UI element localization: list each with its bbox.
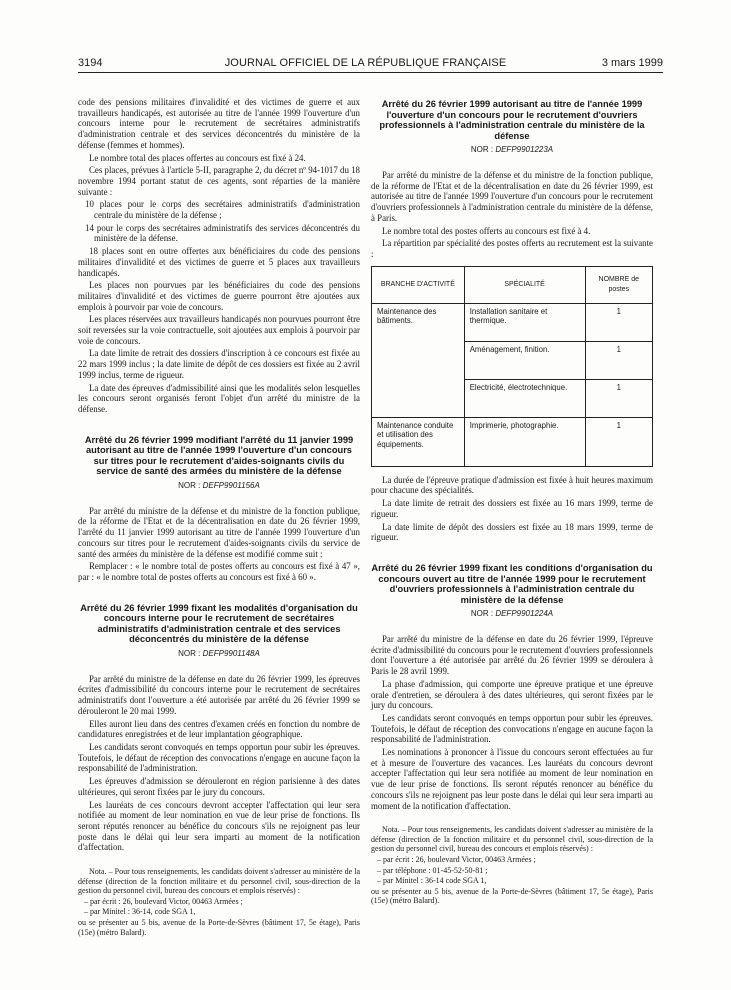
decree-title: Arrêté du 26 février 1999 fixant les modalités d'organisation du concours interne pour le recrutement de secrétaires administratifs d'administration centrale et des services déconcentrés du ministère de la défense (80, 602, 358, 645)
decree-title: Arrêté du 26 février 1999 fixant les conditions d'organisation du concours ouvert au titre de l'année 1999 pour le recrutement d'ouvriers professionnels à l'administration centrale du ministère de la défense (371, 562, 653, 605)
note-item: – par Minitel : 36-14, code SGA 1, (84, 907, 196, 917)
left-column (78, 97, 360, 938)
decree-title: Arrêté du 26 février 1999 modifiant l'arrêté du 11 janvier 1999 autorisant au titre de l'année 1999 l'ouverture d'un concours sur titres pour le recrutement d'aides-soignants civils du service de santé des armées du ministère de la défense (84, 434, 354, 477)
nor-label: NOR : (470, 609, 494, 619)
paragraph: Remplacer : « le nombre total de postes offerts au concours est fixé à 47 », par : « le nombre total de postes offerts au concours est fixé à 60 ». (78, 561, 360, 582)
paragraph: Le nombre total des postes offerts au concours est fixé à 4. (382, 225, 591, 236)
note-item: – par téléphone : 01-45-52-50-81 ; (377, 865, 488, 875)
paragraph: La répartition par spécialité des postes offerts au recrutement est la suivante : (371, 238, 653, 259)
paragraph: Les candidats seront convoqués en temps opportun pour subir les épreuves. Toutefois, le défaut de réception des convocations n'engage en aucune façon la responsabilité de l'administration. (371, 712, 653, 745)
paragraph: Ces places, prévues à l'article 5-II, paragraphe 2, du décret nº 94-1017 du 18 novembre 1994 portant statut de ces agents, sont réparties de la manière suivante : (78, 165, 360, 197)
nor-reference (371, 609, 653, 620)
paragraph: code des pensions militaires d'invalidité et des victimes de guerre et aux travailleurs handicapés, est autorisée au titre de l'année 1999 l'ouverture d'un concours interne pour le recrutement de secrétaires administratifs d'administration centrale et des services déconcentrés du ministère de la défense (femmes et hommes). (78, 97, 360, 150)
nor-code: DEFP9901156A (202, 481, 260, 491)
column-header: NOMBRE de postes (585, 266, 652, 303)
list-item: 10 places pour le corps des secrétaires administratifs d'administration centrale du ministère de la défense ; (85, 199, 360, 221)
nor-reference (371, 145, 653, 156)
paragraph: Elles auront lieu dans des centres d'examen créés en fonction du nombre de candidatures enregistrées et de leur implantation géographique. (78, 718, 360, 740)
paragraph: Les nominations à prononcer à l'issue du concours seront effectuées au fur et à mesure de l'ouverture des vacances. Les lauréats du concours devront accepter l'affectation qui leur sera notifiée au moment de leur nomination en vue de leur prise de fonctions. Ils seront réputés renoncer au bénéfice du concours s'ils ne rejoignent pas leur poste dans le délai qui leur sera imparti au moment de la notification d'affectation. (371, 747, 653, 811)
paragraph: La date limite de dépôt des dossiers est fixée au 18 mars 1999, terme de rigueur. (371, 521, 653, 543)
nor-code: DEFP9901148A (202, 649, 260, 659)
journal-title: JOURNAL OFFICIEL DE LA RÉPUBLIQUE FRANÇAISE (224, 57, 507, 69)
nor-reference (78, 481, 360, 492)
paragraph: La date limite de retrait des dossiers est fixée au 16 mars 1999, terme de rigueur. (371, 498, 653, 519)
posts-table (371, 266, 653, 467)
paragraph: La date des épreuves d'admissibilité ainsi que les modalités selon lesquelles les concours seront organisés feront l'objet d'un arrêté du ministre de la défense. (78, 382, 360, 414)
specialty-cell: Aménagement, finition. (464, 341, 585, 379)
note-item: – par écrit : 26, boulevard Victor, 00463 Armées ; (377, 855, 536, 865)
count-cell: 1 (585, 341, 652, 379)
header-rule (78, 72, 663, 73)
nor-label: NOR : (178, 481, 201, 491)
paragraph: Les places réservées aux travailleurs handicapés non pourvues pourront être soit reversées sur la voie contractuelle, soit ajoutées aux emplois à pourvoir par voie de concours. (78, 314, 360, 346)
paragraph: Par arrêté du ministre de la défense et du ministre de la fonction publique, de la réforme de l'Etat et de la décentralisation en date du 26 février 1999, est autorisée au titre de l'année 1999 l'ouverture d'un concours pour le recrutement d'ouvriers professionnels à l'administration centrale du ministère de la défense, à Paris. (371, 170, 653, 223)
note-tail: ou se présenter au 5 bis, avenue de la Porte-de-Sèvres (bâtiment 17, 5e étage), Paris (15e) (métro Balard). (371, 886, 653, 906)
nor-reference (78, 649, 360, 660)
paragraph: Par arrêté du ministre de la défense en date du 26 février 1999, l'épreuve écrite d'admissibilité du concours pour le recrutement d'ouvriers professionnels dont l'ouverture a été autorisée par arrêté du 26 février 1999 se déroulera à Paris le 28 avril 1999. (371, 634, 653, 677)
paragraph: Les places non pourvues par les bénéficiaires du code des pensions militaires d'invalidité et des victimes de guerre pourront être ajoutées aux emplois à pourvoir par voie de concours. (78, 280, 360, 312)
nor-label: NOR : (178, 649, 201, 659)
paragraph: 18 places sont en outre offertes aux bénéficiaires du code des pensions militaires d'invalidité et des victimes de guerre et 5 places aux travailleurs handicapés. (78, 246, 360, 278)
note-block (371, 825, 653, 906)
paragraph: Les épreuves d'admission se dérouleront en région parisienne à des dates ultérieures, qui seront fixées par le jury du concours. (78, 776, 360, 797)
paragraph: Par arrêté du ministre de la défense en date du 26 février 1999, les épreuves écrites d'admissibilité du concours interne pour le recrutement de secrétaires administratifs dont l'ouverture a été autorisée par arrêté du 26 février 1999 se dérouleront le 20 mai 1999. (78, 673, 360, 716)
issue-date: 3 mars 1999 (601, 57, 663, 69)
paragraph: Par arrêté du ministre de la défense et du ministre de la fonction publique, de la réforme de l'Etat et de la décentralisation en date du 26 février 1999, l'arrêté du 11 janvier 1999 autorisant au titre de l'année 1999 l'ouverture d'un concours sur titres pour le recrutement d'aides-soignants civils du service de santé des armées du ministère de la défense est modifié comme suit : (78, 505, 360, 559)
specialty-cell: Installation sanitaire et thermique. (464, 303, 585, 341)
paragraph: La durée de l'épreuve pratique d'admission est fixée à huit heures maximum pour chacune des spécialités. (371, 474, 653, 496)
page-header (0, 0, 731, 68)
nor-code: DEFP9901223A (495, 145, 554, 155)
note-lead: Nota. – Pour tous renseignements, les candidats doivent s'adresser au ministère de la défense (direction de la fonction militaire et du personnel civil, sous-direction de la gestion du personnel civil, bureau des concours et emplois réservés) : (78, 867, 360, 896)
right-column (371, 99, 653, 907)
paragraph: La phase d'admission, qui comporte une épreuve pratique et une épreuve orale d'entretien, se déroulera à des dates ultérieures, qui seront fixées par le jury du concours. (371, 678, 653, 711)
count-cell: 1 (585, 379, 652, 417)
branch-cell: Maintenance des bâtiments. (372, 303, 465, 417)
paragraph: La date limite de retrait des dossiers d'inscription à ce concours est fixée au 22 mars 1999 inclus ; la date limite de dépôt de ces dossiers est fixée au 2 avril 1999 inclus, terme de rigueur. (78, 348, 360, 380)
nor-label: NOR : (470, 145, 494, 155)
table-row (372, 417, 653, 466)
paragraph: Les candidats seront convoqués en temps opportun pour subir les épreuves. Toutefois, le défaut de réception des convocations n'engage en aucune façon la responsabilité de l'administration. (78, 741, 360, 774)
note-tail: ou se présenter au 5 bis, avenue de la Porte-de-Sèvres (bâtiment 17, 5e étage), Paris (15e) (métro Balard). (78, 917, 360, 937)
paragraph: Les lauréats de ces concours devront accepter l'affectation qui leur sera notifiée au moment de leur nomination en vue de leur prise de fonctions. Ils seront réputés renoncer au bénéfice du concours s'ils ne rejoignent pas leur poste dans le délai qui leur sera imparti au moment de la notification d'affectation. (78, 799, 360, 853)
specialty-cell: Imprimerie, photographie. (464, 417, 585, 466)
decree-title: Arrêté du 26 février 1999 autorisant au titre de l'année 1999 l'ouverture d'un concours pour le recrutement d'ouvriers professionnels à l'administration centrale du ministère de la défense (379, 99, 645, 141)
count-cell: 1 (585, 417, 652, 466)
column-header: BRANCHE D'ACTIVITÉ (372, 266, 465, 303)
note-lead: Nota. – Pour tous renseignements, les candidats doivent s'adresser au ministère de la défense (direction de la fonction militaire et du personnel civil, sous-direction de la gestion du personnel civil, bureau des concours et emplois réservés) : (371, 825, 653, 854)
count-cell: 1 (585, 303, 652, 341)
note-item: – par écrit : 26, boulevard Victor, 00463 Armées ; (84, 896, 243, 906)
paragraph: Le nombre total des places offertes au concours est fixé à 24. (89, 152, 306, 163)
note-item: – par Minitel : 36-14 code SGA 1, (377, 876, 487, 886)
column-header: SPÉCIALITÉ (464, 266, 585, 303)
list-item: 14 pour le corps des secrétaires administratifs des services déconcentrés du ministère de la défense. (85, 222, 360, 244)
table-header-row (372, 266, 653, 303)
note-block (78, 867, 360, 937)
branch-cell: Maintenance conduite et utilisation des équipements. (372, 417, 465, 466)
specialty-cell: Electricité, électrotechnique. (464, 379, 585, 417)
table-row (372, 303, 653, 341)
page-number: 3194 (78, 57, 103, 69)
nor-code: DEFP9901224A (495, 609, 554, 619)
